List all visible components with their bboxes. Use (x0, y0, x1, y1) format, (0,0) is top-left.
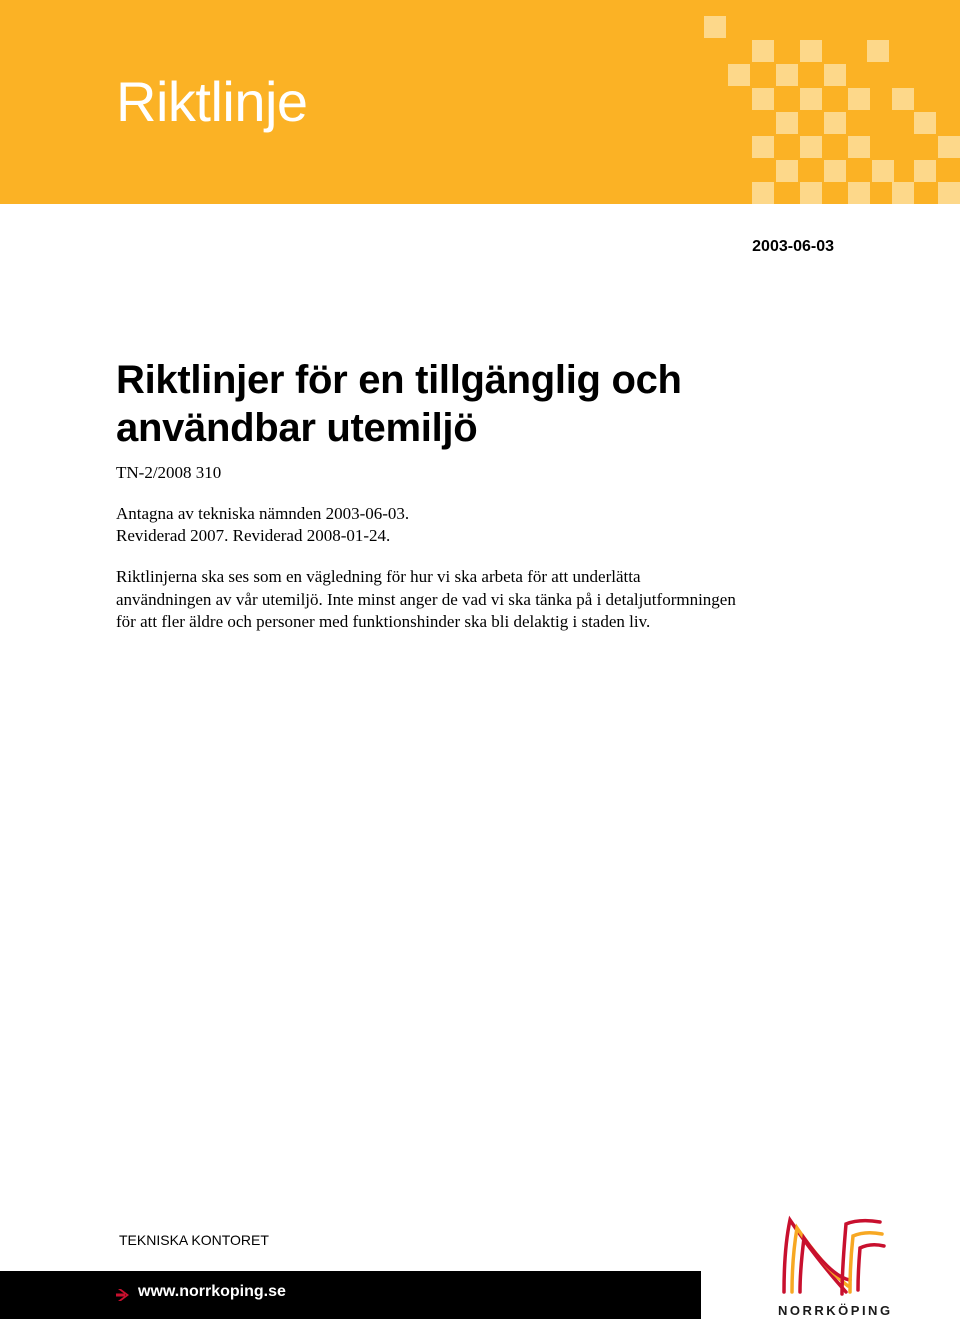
department-name: TEKNISKA KONTORET (119, 1232, 269, 1248)
reference-number: TN-2/2008 310 (116, 463, 222, 482)
banner-title: Riktlinje (116, 70, 308, 133)
logo-wordmark: NORRKÖPING (778, 1303, 893, 1318)
adopted-line: Antagna av tekniska nämnden 2003-06-03. (116, 504, 410, 523)
intro-paragraph: Riktlinjerna ska ses som en vägledning för hur vi ska arbeta för att underlätta användningen av vår utemiljö. Inte minst anger de vad vi ska tänka på i detaljutformningen för att fler äldre och personer med funktionshinder ska bli delaktig i staden liv. (116, 567, 736, 631)
header-banner (0, 0, 960, 204)
document-title: Riktlinjer för en tillgänglig och användbar utemiljö (116, 358, 682, 450)
norrkoping-logo-icon (776, 1214, 888, 1296)
adoption-info (116, 503, 816, 547)
document-date: 2003-06-03 (752, 238, 834, 255)
arrow-right-icon (116, 1285, 134, 1305)
footer-bar (0, 1271, 701, 1319)
website-link[interactable]: www.norrkoping.se (138, 1283, 286, 1300)
revised-line: Reviderad 2007. Reviderad 2008-01-24. (116, 526, 391, 545)
